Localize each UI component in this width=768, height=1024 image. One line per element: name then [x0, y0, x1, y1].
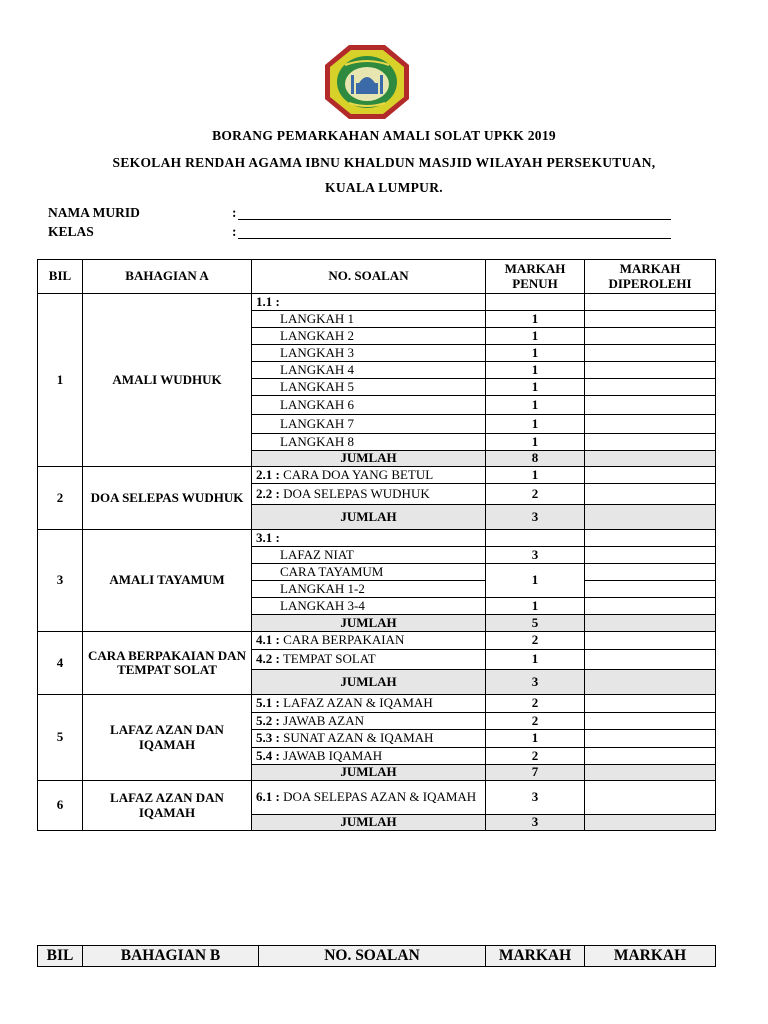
section-number: 5	[38, 695, 83, 781]
marking-table-b-header	[37, 945, 716, 967]
obtained-total-cell[interactable]	[585, 615, 716, 632]
obtained-total-cell[interactable]	[585, 451, 716, 467]
question-item: LANGKAH 1	[252, 311, 486, 328]
obtained-total-cell[interactable]	[585, 505, 716, 530]
full-mark: 1	[486, 650, 585, 670]
question-item: 5.3 : SUNAT AZAN & IQAMAH	[252, 730, 486, 748]
total-label: JUMLAH	[252, 815, 486, 831]
full-mark	[486, 530, 585, 547]
table-row	[38, 781, 716, 815]
student-name-colon: :	[232, 205, 237, 220]
question-item: LAFAZ NIAT	[252, 547, 486, 564]
full-mark: 2	[486, 695, 585, 713]
obtained-mark-cell[interactable]	[585, 328, 716, 345]
school-logo	[323, 43, 411, 121]
question-item: LANGKAH 2	[252, 328, 486, 345]
obtained-mark-cell[interactable]	[585, 467, 716, 484]
school-location: KUALA LUMPUR.	[325, 180, 443, 195]
obtained-total-cell[interactable]	[585, 815, 716, 831]
header-bil: BIL	[38, 946, 83, 967]
full-mark: 1	[486, 467, 585, 484]
table-row	[38, 530, 716, 547]
total-label: JUMLAH	[252, 765, 486, 781]
question-item: LANGKAH 8	[252, 434, 486, 451]
question-item: 2.1 : CARA DOA YANG BETUL	[252, 467, 486, 484]
total-label: JUMLAH	[252, 670, 486, 695]
full-mark: 1	[486, 396, 585, 415]
section-name: LAFAZ AZAN DAN IQAMAH	[83, 695, 252, 781]
question-item: LANGKAH 3-4	[252, 598, 486, 615]
full-mark: 1	[486, 434, 585, 451]
obtained-mark-cell[interactable]	[585, 781, 716, 815]
full-mark	[486, 294, 585, 311]
table-row	[38, 632, 716, 650]
obtained-mark-cell[interactable]	[585, 311, 716, 328]
header-soalan: NO. SOALAN	[252, 260, 486, 294]
obtained-mark-cell[interactable]	[585, 434, 716, 451]
section-name: AMALI TAYAMUM	[83, 530, 252, 632]
total-mark: 3	[486, 670, 585, 695]
full-mark: 1	[486, 415, 585, 434]
section-number: 4	[38, 632, 83, 695]
total-label: JUMLAH	[252, 451, 486, 467]
header-markah-penuh: MARKAH PENUH	[486, 260, 585, 294]
obtained-mark-cell[interactable]	[585, 564, 716, 581]
total-mark: 7	[486, 765, 585, 781]
total-label: JUMLAH	[252, 505, 486, 530]
full-mark: 1	[486, 345, 585, 362]
student-name-label: NAMA MURID	[48, 205, 140, 220]
total-mark: 8	[486, 451, 585, 467]
full-mark: 3	[486, 547, 585, 564]
full-mark: 1	[486, 362, 585, 379]
obtained-mark-cell[interactable]	[585, 632, 716, 650]
class-label: KELAS	[48, 224, 94, 239]
section-number: 3	[38, 530, 83, 632]
question-item: 5.1 : LAFAZ AZAN & IQAMAH	[252, 695, 486, 713]
section-number: 1	[38, 294, 83, 467]
header-markah-diperolehi: MARKAH DIPEROLEHI	[585, 260, 716, 294]
question-item: LANGKAH 1-2	[252, 581, 486, 598]
question-item: 5.2 : JAWAB AZAN	[252, 713, 486, 730]
table-row	[38, 695, 716, 713]
question-item: 6.1 : DOA SELEPAS AZAN & IQAMAH	[252, 781, 486, 815]
obtained-mark-cell[interactable]	[585, 713, 716, 730]
header-bil: BIL	[38, 260, 83, 294]
total-label: JUMLAH	[252, 615, 486, 632]
header-bahagian-b: BAHAGIAN B	[83, 946, 259, 967]
full-mark: 1	[486, 311, 585, 328]
obtained-mark-cell[interactable]	[585, 530, 716, 547]
question-item: 4.1 : CARA BERPAKAIAN	[252, 632, 486, 650]
section-name: CARA BERPAKAIAN DAN TEMPAT SOLAT	[83, 632, 252, 695]
obtained-total-cell[interactable]	[585, 765, 716, 781]
table-header-row	[38, 260, 716, 294]
obtained-mark-cell[interactable]	[585, 396, 716, 415]
class-colon: :	[232, 224, 237, 239]
obtained-mark-cell[interactable]	[585, 695, 716, 713]
header-markah: MARKAH	[486, 946, 585, 967]
full-mark: 1	[486, 379, 585, 396]
section-name: AMALI WUDHUK	[83, 294, 252, 467]
section-name: DOA SELEPAS WUDHUK	[83, 467, 252, 530]
obtained-mark-cell[interactable]	[585, 581, 716, 598]
total-mark: 5	[486, 615, 585, 632]
full-mark: 2	[486, 632, 585, 650]
full-mark: 3	[486, 781, 585, 815]
header-markah: MARKAH	[585, 946, 716, 967]
class-field[interactable]	[238, 224, 671, 239]
school-name: SEKOLAH RENDAH AGAMA IBNU KHALDUN MASJID WILAYAH PERSEKUTUAN,	[112, 155, 656, 170]
question-item: 5.4 : JAWAB IQAMAH	[252, 748, 486, 765]
obtained-mark-cell[interactable]	[585, 598, 716, 615]
question-number: 1.1 :	[252, 294, 486, 311]
total-mark: 3	[486, 815, 585, 831]
student-name-field[interactable]	[238, 205, 671, 220]
obtained-mark-cell[interactable]	[585, 650, 716, 670]
marking-table-a	[37, 259, 716, 831]
table-row	[38, 294, 716, 311]
full-mark: 1	[486, 328, 585, 345]
section-name: LAFAZ AZAN DAN IQAMAH	[83, 781, 252, 831]
obtained-mark-cell[interactable]	[585, 379, 716, 396]
section-number: 2	[38, 467, 83, 530]
full-mark: 1	[486, 598, 585, 615]
question-item: LANGKAH 7	[252, 415, 486, 434]
section-number: 6	[38, 781, 83, 831]
obtained-mark-cell[interactable]	[585, 748, 716, 765]
obtained-mark-cell[interactable]	[585, 294, 716, 311]
table-header-row	[38, 946, 716, 967]
form-title: BORANG PEMARKAHAN AMALI SOLAT UPKK 2019	[212, 128, 556, 143]
obtained-mark-cell[interactable]	[585, 730, 716, 748]
question-item: LANGKAH 6	[252, 396, 486, 415]
full-mark: 2	[486, 713, 585, 730]
header-bahagian: BAHAGIAN A	[83, 260, 252, 294]
full-mark: 1	[486, 564, 585, 598]
question-item: 2.2 : DOA SELEPAS WUDHUK	[252, 484, 486, 505]
full-mark: 1	[486, 730, 585, 748]
question-item: LANGKAH 4	[252, 362, 486, 379]
obtained-mark-cell[interactable]	[585, 362, 716, 379]
question-item: LANGKAH 3	[252, 345, 486, 362]
question-item: CARA TAYAMUM	[252, 564, 486, 581]
table-row	[38, 467, 716, 484]
obtained-mark-cell[interactable]	[585, 484, 716, 505]
total-mark: 3	[486, 505, 585, 530]
obtained-mark-cell[interactable]	[585, 547, 716, 564]
full-mark: 2	[486, 748, 585, 765]
question-item: LANGKAH 5	[252, 379, 486, 396]
full-mark: 2	[486, 484, 585, 505]
question-item: 4.2 : TEMPAT SOLAT	[252, 650, 486, 670]
obtained-mark-cell[interactable]	[585, 345, 716, 362]
question-number: 3.1 :	[252, 530, 486, 547]
obtained-mark-cell[interactable]	[585, 415, 716, 434]
header-soalan: NO. SOALAN	[259, 946, 486, 967]
obtained-total-cell[interactable]	[585, 670, 716, 695]
